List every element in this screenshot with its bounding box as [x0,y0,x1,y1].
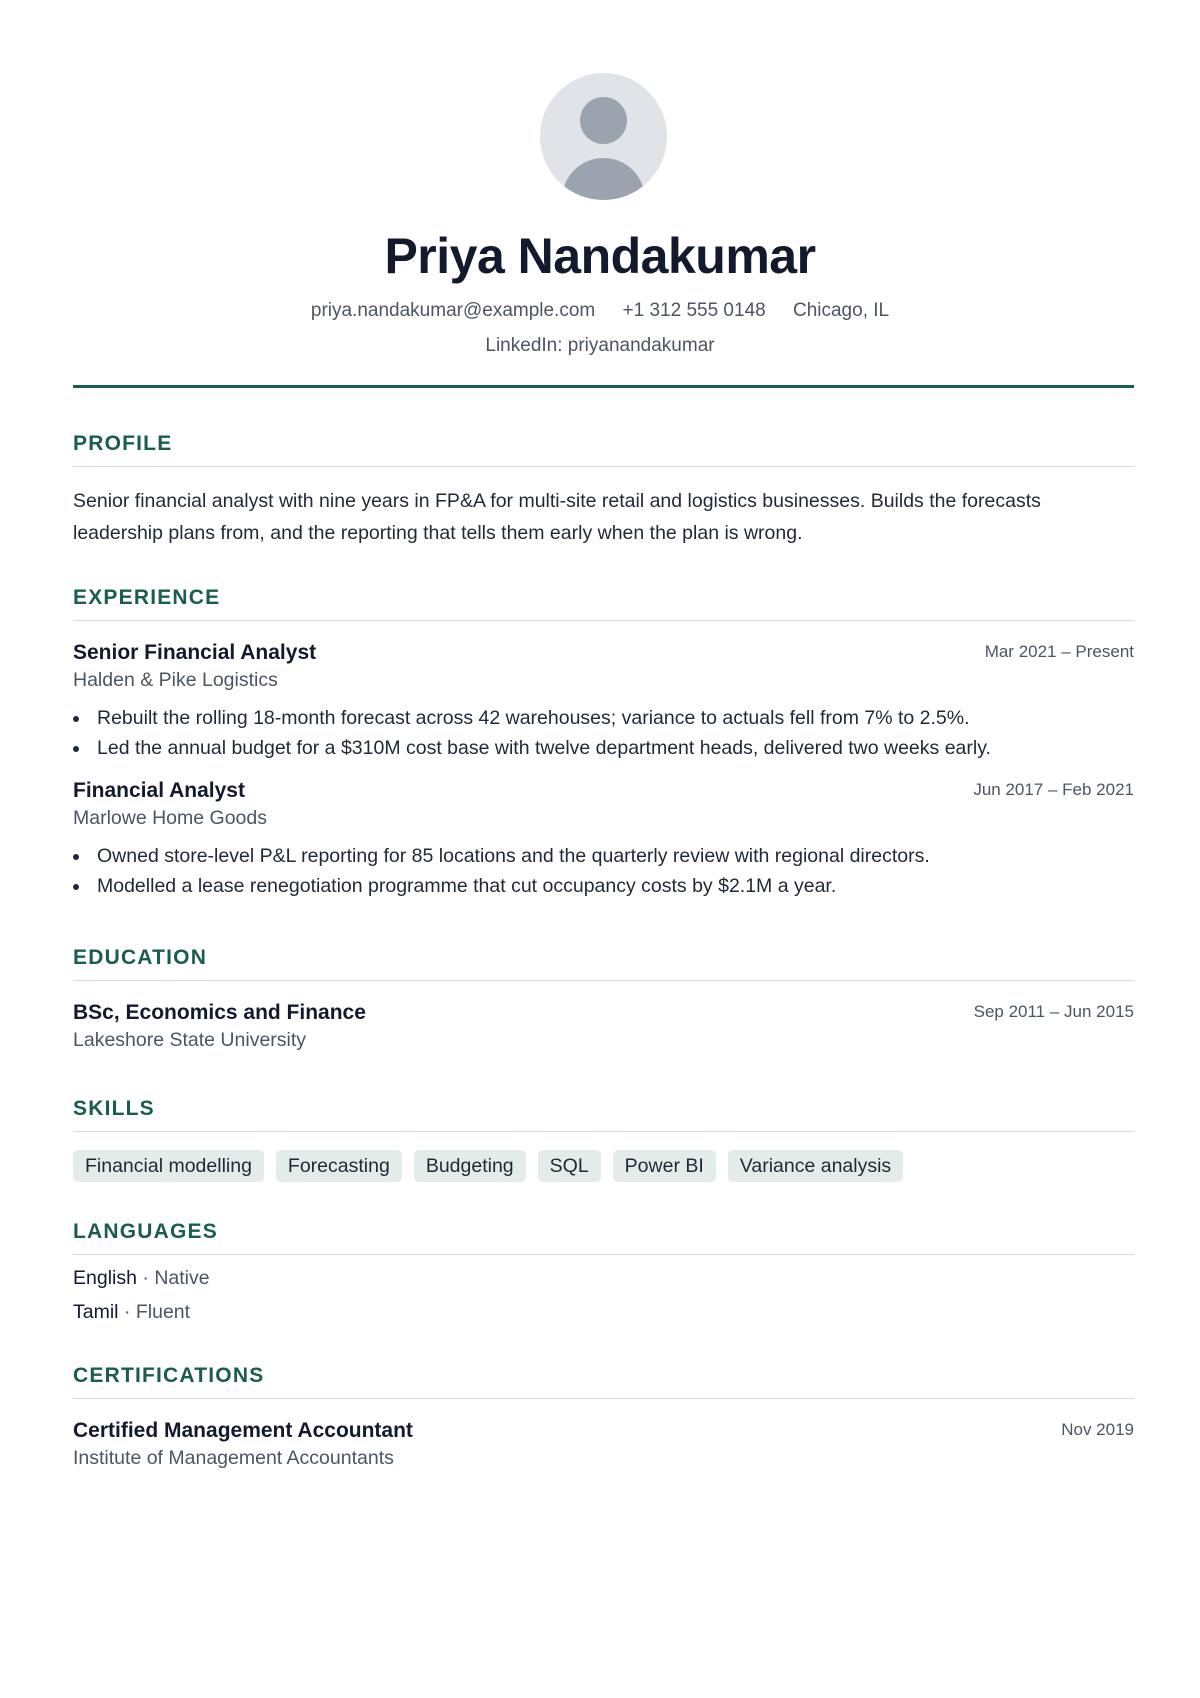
certification-entry [73,1417,1134,1471]
certification-name: Certified Management Accountant [73,1419,413,1442]
section-title-education: EDUCATION [73,944,1134,981]
language-separator: · [142,1267,155,1289]
section-title-profile: PROFILE [73,430,1134,467]
contact-phone[interactable]: +1 312 555 0148 [622,300,766,321]
header-divider [73,385,1134,388]
skill-chip: SQL [538,1150,601,1182]
contact-line [0,299,1200,323]
skill-chip: Budgeting [414,1150,526,1182]
job-company: Marlowe Home Goods [73,807,267,829]
job-bullet: Rebuilt the rolling 18-month forecast across 42 warehouses; variance to actuals fell from 7% to 2.5%. [97,703,1134,733]
experience-entry [73,639,1134,763]
contact-location: Chicago, IL [792,300,890,321]
education-section [73,944,1134,1053]
section-title-languages: LANGUAGES [73,1218,1134,1255]
section-title-experience: EXPERIENCE [73,584,1134,621]
education-entry [73,999,1134,1053]
language-separator: · [123,1301,136,1323]
skill-chip-list [73,1150,1134,1182]
job-title: Financial Analyst [73,779,245,802]
skills-section [73,1095,1134,1182]
section-title-skills: SKILLS [73,1095,1134,1132]
language-name: English [73,1267,137,1289]
avatar-head-shape [580,97,627,144]
experience-section [73,584,1134,901]
contact-linkedin-line [0,334,1200,358]
certification-date: Nov 2019 [1061,1420,1134,1439]
job-title: Senior Financial Analyst [73,641,317,664]
language-item [73,1261,1134,1295]
candidate-name: Priya Nandakumar [384,228,816,284]
job-bullet: Led the annual budget for a $310M cost base with twelve department heads, delivered two weeks early. [97,733,1134,763]
languages-section [73,1218,1134,1329]
contact-email[interactable]: priya.nandakumar@example.com [310,300,596,321]
avatar-body-shape [562,158,645,200]
language-name: Tamil [73,1301,119,1323]
experience-entry [73,777,1134,901]
education-dates: Sep 2011 – Jun 2015 [973,1002,1134,1021]
job-dates: Jun 2017 – Feb 2021 [973,780,1134,799]
profile-section [73,430,1134,549]
job-bullet: Modelled a lease renegotiation programme that cut occupancy costs by $2.1M a year. [97,871,1134,901]
job-bullets [73,703,1134,763]
skill-chip: Financial modelling [73,1150,264,1182]
job-bullet: Owned store-level P&L reporting for 85 locations and the quarterly review with regional directors. [97,841,1134,871]
skill-chip: Power BI [613,1150,716,1182]
degree-title: BSc, Economics and Finance [73,1001,366,1024]
job-bullets [73,841,1134,901]
language-list [73,1261,1134,1329]
language-level: Fluent [135,1301,191,1323]
contact-linkedin[interactable]: LinkedIn: priyanandakumar [485,335,715,356]
job-dates: Mar 2021 – Present [984,642,1134,661]
job-company: Halden & Pike Logistics [73,669,278,691]
certification-issuer: Institute of Management Accountants [73,1447,394,1469]
skill-chip: Variance analysis [728,1150,903,1182]
language-level: Native [154,1267,210,1289]
profile-summary: Senior financial analyst with nine years in FP&A for multi-site retail and logistics businesses. Builds the forecasts leadership plans from, and the reporting that tells them early when the plan is wrong. [73,490,1041,544]
section-title-certifications: CERTIFICATIONS [73,1362,1134,1399]
language-item [73,1295,1134,1329]
skill-chip: Forecasting [276,1150,402,1182]
avatar [540,73,667,200]
school-name: Lakeshore State University [73,1029,307,1051]
certifications-section [73,1362,1134,1471]
